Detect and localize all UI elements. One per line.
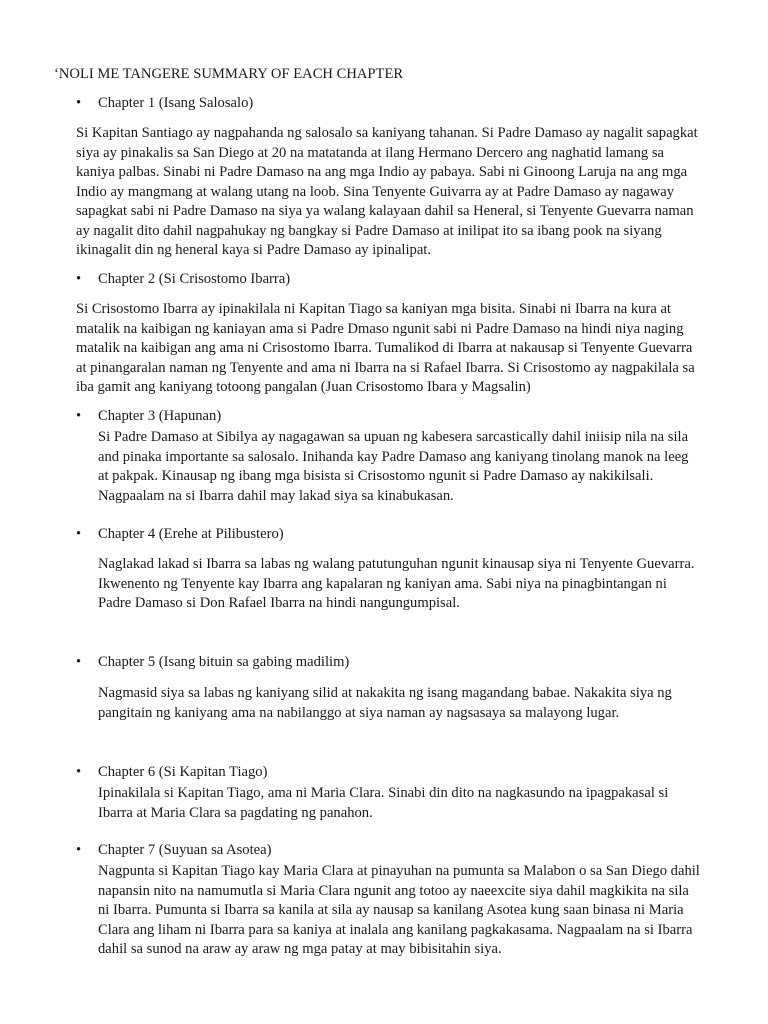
summary-line: Clara ang liham ni Ibarra para sa kaniya at inalala ang kanilang pagkakasama. Nagpaalam na si Ibarra <box>98 921 693 938</box>
bullet-icon: • <box>76 764 82 780</box>
chapter-summary <box>98 684 672 723</box>
summary-line: Ikwenento ng Tenyente kay Ibarra ang kapalaran ng kaniyan ama. Sabi niya na pinagbintangan ni <box>98 575 667 592</box>
summary-line: napansin nito na namumutla si Maria Clara ngunit ang totoo ay naeexcite siya dahil magkikita na sila <box>98 882 689 899</box>
summary-line: Si Crisostomo Ibarra ay ipinakilala ni Kapitan Tiago sa kaniyan mga bisita. Sinabi ni Ibarra na kura at <box>76 301 671 317</box>
chapter-summary <box>98 862 700 960</box>
summary-line: and pinaka importante sa salosalo. Inihanda kay Padre Damaso ang kaniyang tinolang manok na leeg <box>98 448 689 465</box>
chapter-heading-text: Chapter 4 (Erehe at Pilibustero) <box>98 526 284 542</box>
chapter-heading <box>76 654 349 671</box>
summary-line: Naglakad lakad si Ibarra sa labas ng walang patutunguhan ngunit kinausap siya ni Tenyente Guevarra. <box>98 556 695 572</box>
document-title: ‘NOLI ME TANGERE SUMMARY OF EACH CHAPTER <box>54 66 404 82</box>
bullet-icon: • <box>76 95 82 111</box>
summary-line: Ipinakilala si Kapitan Tiago, ama ni Maria Clara. Sinabi din dito na nagkasundo na ipagpakasal si <box>98 785 669 801</box>
summary-line: siya ay pinakalis sa San Diego at 20 na matatanda at ilang Hermano Dercero ang naghatid lamang sa <box>76 144 665 161</box>
chapter-summary <box>98 784 668 823</box>
chapter-heading-text: Chapter 7 (Suyuan sa Asotea) <box>98 842 272 858</box>
chapter-heading <box>76 408 221 425</box>
summary-line: Indio ay mangmang at walang utang na loob. Sina Tenyente Guivarra ay at Padre Damaso ay nagaway <box>76 183 675 200</box>
summary-line: Nagmasid siya sa labas ng kaniyang silid at nakakita ng isang magandang babae. Nakakita siya ng <box>98 685 672 701</box>
bullet-icon: • <box>76 408 82 424</box>
chapter-heading-text: Chapter 1 (Isang Salosalo) <box>98 95 254 111</box>
chapter-heading <box>76 271 290 288</box>
summary-line: ni Ibarra. Pumunta si Ibarra sa kanila at sila ay nausap sa kanilang Asotea kung saan binasa ni Maria <box>98 902 684 918</box>
chapter-summary <box>76 124 698 261</box>
summary-line: matalik na kaibigan ng kaniayan ama si Padre Dmaso ngunit sabi ni Padre Damaso na hindi niya naging <box>76 320 684 337</box>
summary-line: Padre Damaso si Don Rafael Ibarra na hindi nangungumpisal. <box>98 595 460 611</box>
summary-line: ikinagalit din ng heneral kaya si Padre Damaso ay ipinalipat. <box>76 242 432 258</box>
chapter-heading-text: Chapter 6 (Si Kapitan Tiago) <box>98 764 268 780</box>
bullet-icon: • <box>76 842 82 858</box>
chapter-heading <box>76 95 253 112</box>
bullet-icon: • <box>76 271 82 287</box>
summary-line: Si Padre Damaso at Sibilya ay nagagawan sa upuan ng kabesera sarcastically dahil iniisip nila na sila <box>98 429 689 445</box>
summary-line: pangitain ng kaniyang ama na nabilanggo at siya naman ay nagsasaya sa malayong lugar. <box>98 704 620 721</box>
chapter-heading <box>76 842 271 859</box>
summary-line: ay nagalit dito dahil nagpahukay ng bangkay si Padre Damaso at inilipat ito sa ibang pook na siyang <box>76 222 662 239</box>
summary-line: Si Kapitan Santiago ay nagpahanda ng salosalo sa kaniyang tahanan. Si Padre Damaso ay nagalit sapagkat <box>76 125 698 141</box>
summary-line: sapagkat sabi ni Padre Damaso na siya ya walang kalayaan dahil sa Heneral, si Tenyente Guevarra naman <box>76 203 694 219</box>
chapter-heading <box>76 764 267 781</box>
chapter-heading-text: Chapter 5 (Isang bituin sa gabing madilim) <box>98 654 350 670</box>
chapter-summary <box>98 555 694 614</box>
summary-line: Ibarra at Maria Clara sa pagdating ng panahon. <box>98 804 373 821</box>
summary-line: kaniya palbas. Sinabi ni Padre Damaso na ang mga Indio ay pabaya. Sabi ni Ginoong Laruja na ang mga <box>76 164 688 180</box>
summary-line: at pakpak. Kinausap ng ibang mga bisista si Crisostomo ngunit si Padre Damaso ay nakikilsali. <box>98 468 654 484</box>
bullet-icon: • <box>76 526 82 542</box>
summary-line: at pinangaralan naman ng Tenyente and ama ni Ibarra na si Rafael Ibarra. Si Crisostomo ay nagpakilala sa <box>76 359 695 376</box>
chapter-heading-text: Chapter 2 (Si Crisostomo Ibarra) <box>98 271 291 287</box>
summary-line: Nagpaalam na si Ibarra dahil may lakad siya sa kinabukasan. <box>98 487 454 504</box>
summary-line: dahil sa sunod na araw ay araw ng mga patay at may bibisitahin siya. <box>98 941 502 957</box>
chapter-heading-text: Chapter 3 (Hapunan) <box>98 408 222 424</box>
chapter-summary <box>76 300 695 398</box>
chapter-summary <box>98 428 688 506</box>
chapter-heading <box>76 526 284 543</box>
summary-line: matalik na kaibigan ang ama ni Crisostomo Ibarra. Tumalikod di Ibarra at nakausap si Tenyente Guevarra <box>76 340 693 356</box>
summary-line: Nagpunta si Kapitan Tiago kay Maria Clara at pinayuhan na pumunta sa Malabon o sa San Diego dahil <box>98 863 700 879</box>
summary-line: iba gamit ang kaniyang totoong pangalan (Juan Crisostomo Ibara y Magsalin) <box>76 379 531 395</box>
bullet-icon: • <box>76 654 82 670</box>
